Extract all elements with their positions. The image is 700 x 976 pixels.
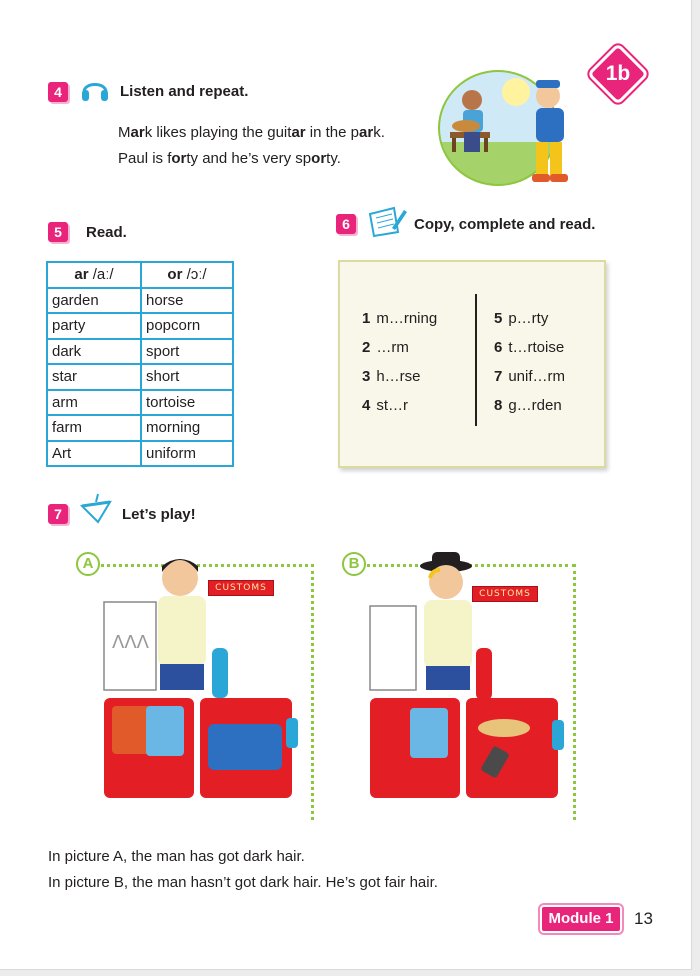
or-word-cell: tortoise — [141, 390, 233, 416]
man-with-suitcase-a-illustration — [100, 548, 300, 800]
ar-word-cell: party — [47, 313, 141, 339]
table-row — [47, 415, 233, 441]
gap-word: st…r — [376, 397, 409, 414]
table-row — [47, 364, 233, 390]
man-with-suitcase-b-illustration — [366, 548, 566, 800]
or-header: or /ɔː/ — [141, 262, 233, 288]
highlighted-sound: or — [171, 150, 187, 167]
item-number: 4 — [362, 397, 371, 414]
gap-word-item — [362, 310, 437, 327]
gap-word-item — [494, 310, 548, 327]
sound-table-header — [47, 262, 233, 288]
notebook-pencil-icon — [366, 204, 408, 238]
panel-a-letter: A — [76, 552, 100, 576]
page-number: 13 — [634, 909, 653, 928]
exercise-6-number: 6 — [336, 214, 356, 234]
item-number: 2 — [362, 339, 371, 356]
table-row — [47, 288, 233, 314]
exercise-4-number: 4 — [48, 82, 68, 102]
headphones-icon — [80, 76, 110, 102]
spinning-top-icon — [80, 492, 112, 526]
gap-word: m…rning — [376, 310, 438, 327]
chant-line-2 — [118, 150, 341, 167]
gap-word: h…rse — [376, 368, 421, 385]
or-word-cell: uniform — [141, 441, 233, 467]
or-word-cell: horse — [141, 288, 233, 314]
exercise-4-title: Listen and repeat. — [120, 83, 249, 100]
ar-word-cell: arm — [47, 390, 141, 416]
highlighted-sound: ar — [359, 124, 374, 141]
highlighted-sound: ar — [130, 124, 145, 141]
chant-text: Paul is f — [118, 150, 172, 167]
highlighted-sound: ar — [291, 124, 306, 141]
gap-word-item — [362, 368, 421, 385]
or-word-cell: sport — [141, 339, 233, 365]
exercise-7-title: Let’s play! — [122, 506, 196, 523]
gap-word-item — [362, 339, 409, 356]
ar-word-cell: farm — [47, 415, 141, 441]
chant-text: in the p — [305, 124, 359, 141]
chant-line-1 — [118, 124, 385, 141]
table-row — [47, 313, 233, 339]
svg-text:ꓥꓥꓥ: ꓥꓥꓥ — [112, 632, 149, 653]
chant-text: M — [118, 124, 131, 141]
gap-word: …rm — [376, 339, 409, 356]
chant-text: ty and he’s very sp — [186, 150, 312, 167]
gap-word: p…rty — [508, 310, 549, 327]
customs-sign-a: CUSTOMS — [208, 580, 274, 596]
item-number: 8 — [494, 397, 503, 414]
table-row — [47, 441, 233, 467]
table-row — [47, 339, 233, 365]
panel-b-letter: B — [342, 552, 366, 576]
exercise-7-number: 7 — [48, 504, 68, 524]
lesson-badge — [590, 46, 646, 102]
customs-sign-b: CUSTOMS — [472, 586, 538, 602]
module-tab: Module 1 — [540, 905, 622, 933]
item-number: 1 — [362, 310, 371, 327]
item-number: 6 — [494, 339, 503, 356]
gap-word: g…rden — [508, 397, 562, 414]
exercise-5-number: 5 — [48, 222, 68, 242]
highlighted-sound: or — [311, 150, 327, 167]
or-word-cell: popcorn — [141, 313, 233, 339]
gap-word-item — [494, 339, 564, 356]
exercise-5-title: Read. — [86, 224, 127, 241]
item-number: 7 — [494, 368, 503, 385]
exercise-6-title: Copy, complete and read. — [414, 216, 596, 233]
copy-complete-card — [338, 260, 606, 468]
item-number: 3 — [362, 368, 371, 385]
lesson-badge-label: 1b — [605, 62, 631, 85]
gap-word-item — [494, 368, 565, 385]
ar-word-cell: star — [47, 364, 141, 390]
item-number: 5 — [494, 310, 503, 327]
chant-text: ty. — [326, 150, 341, 167]
gap-word-item — [362, 397, 408, 414]
card-divider — [475, 294, 477, 426]
sound-table — [46, 261, 234, 467]
ar-word-cell: dark — [47, 339, 141, 365]
sentence-picture-a: In picture A, the man has got dark hair. — [48, 848, 305, 865]
gap-word-item — [494, 397, 562, 414]
park-scene-illustration — [436, 70, 576, 188]
table-row — [47, 390, 233, 416]
chant-text: k. — [373, 124, 385, 141]
chant-text: k likes playing the guit — [144, 124, 292, 141]
sentence-picture-b: In picture B, the man hasn’t got dark hair. He’s got fair hair. — [48, 874, 438, 891]
gap-word: unif…rm — [508, 368, 566, 385]
ar-header: ar /aː/ — [47, 262, 141, 288]
gap-word: t…rtoise — [508, 339, 565, 356]
ar-word-cell: Art — [47, 441, 141, 467]
or-word-cell: short — [141, 364, 233, 390]
ar-word-cell: garden — [47, 288, 141, 314]
or-word-cell: morning — [141, 415, 233, 441]
